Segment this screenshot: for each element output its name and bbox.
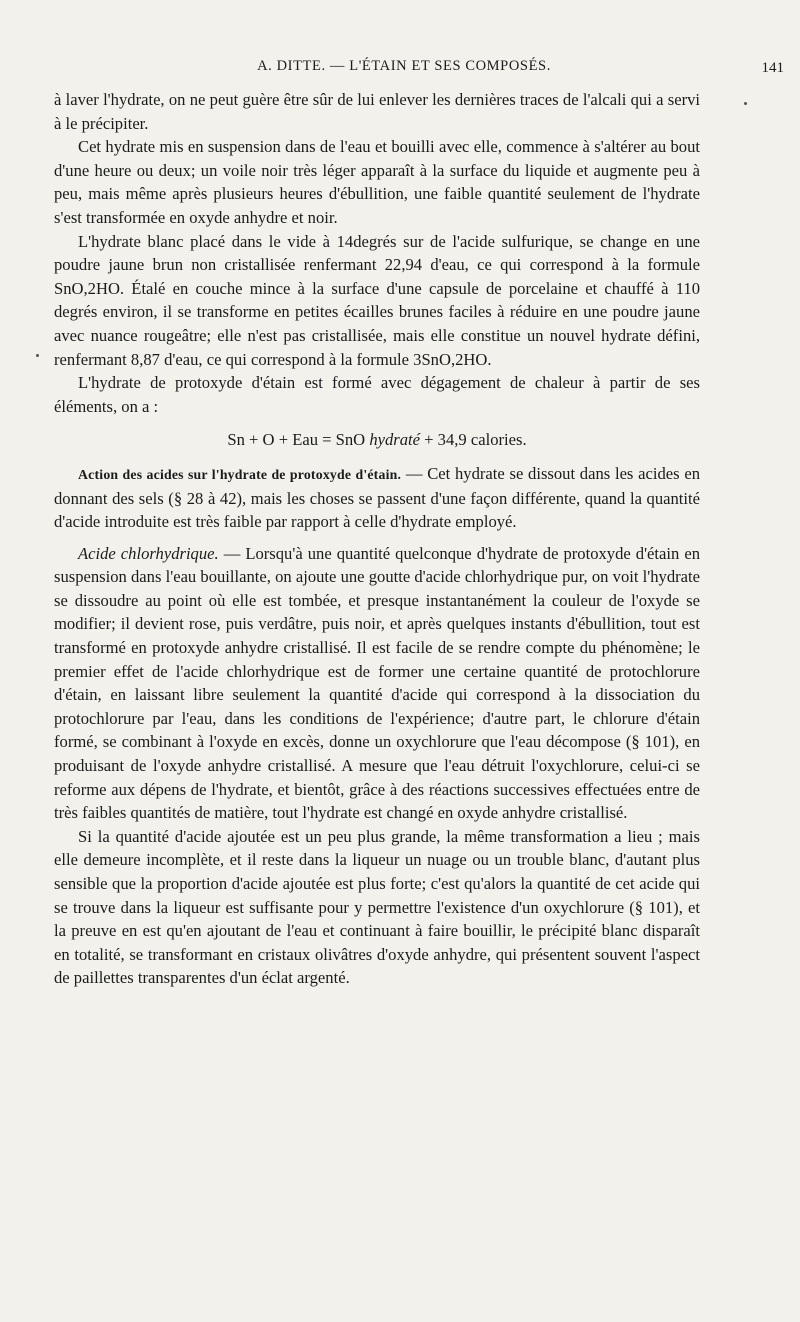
equation-left: Sn + O + Eau = SnO xyxy=(227,430,370,450)
equation-right: + 34,9 calories. xyxy=(420,430,527,450)
section-dash: — xyxy=(401,463,428,483)
page-number: 141 xyxy=(761,60,784,76)
scan-speck xyxy=(744,102,747,105)
section-heading: Action des acides sur l'hydrate de protoxyde d'étain. xyxy=(78,466,402,482)
subsection-heading: Acide chlorhydrique. xyxy=(78,543,219,563)
page-body xyxy=(54,88,700,990)
subsection-text: Lorsqu'à une quantité quelconque d'hydrate de protoxyde d'étain en suspension dans l'eau bouillante, on ajoute une goutte d'acide chlorhydrique pur, on voit l'hydrate se dissoudre au point où elle est tombée, et presque instantanément la couleur de l'oxyde se modifier; il devient rose, puis verdâtre, puis noir, et après quelques instants d'ébullition, tout est transformé en protoxyde anhydre cristallisé. Il est facile de se rendre compte du phénomène; le premier effet de l'acide chlorhydrique est de former une certaine quantité de protochlorure d'étain, en laissant libre seulement la quantité d'acide qui correspond à la dissociation du protochlorure par l'eau, dans les conditions de l'expérience; d'autre part, le chlorure d'étain formé, se combinant à l'oxyde en excès, donne un oxychlorure que l'eau décompose (§ 101), en produisant de l'oxyde anhydre cristallisé. A mesure que l'eau détruit l'oxychlorure, celui-ci se reforme aux dépens de l'hydrate, et bientôt, grâce à des réactions successives effectuées entre de très faibles quantités de matière, tout l'hydrate est changé en oxyde anhydre cristallisé. xyxy=(54,543,700,823)
subsection-dash: — xyxy=(218,543,246,563)
scan-speck xyxy=(36,354,39,357)
paragraph-greater-quantity: Si la quantité d'acide ajoutée est un peu plus grande, la même transformation a lieu ; mais elle demeure incomplète, et il reste dans la liqueur un nuage ou un trouble blanc, d'autant plus sensible que la proportion d'acide ajoutée est plus forte; c'est qu'alors la quantité de cet acide qui se trouve dans la liqueur est suffisante pour y permettre l'existence d'un oxychlorure (§ 101), et la preuve en est qu'en ajoutant de l'eau et continuant à faire bouillir, le précipité blanc disparaît en totalité, se transformant en cristaux olivâtres d'oxyde anhydre, qui présentent souvent l'aspect de paillettes transparentes d'un éclat argenté. xyxy=(54,826,700,988)
page-header xyxy=(54,58,784,80)
equation-italic: hydraté xyxy=(369,430,421,450)
spacer xyxy=(54,534,700,542)
paragraph-vacuum-drying: L'hydrate blanc placé dans le vide à 14degrés sur de l'acide sulfurique, se change en une poudre jaune brun non cristallisée renfermant 22,94 d'eau, ce qui correspond à la formule SnO,2HO. Étalé en couche mince à la surface d'une capsule de porcelaine et chauffé à 110 degrés environ, il se transforme en petites écailles brunes faciles à réduire en une poudre jaune avec nuance rougeâtre; elle n'est pas cristallisée, mais elle constitue un nouvel hydrate défini, renfermant 8,87 d'eau, ce qui correspond à la formule 3SnO,2HO. xyxy=(54,231,700,369)
paragraph-acid-action xyxy=(54,462,700,534)
paragraph-boiling: Cet hydrate mis en suspension dans de l'eau et bouilli avec elle, commence à s'altérer au bout d'une heure ou deux; un voile noir très léger apparaît à la surface du liquide et augmente peu à peu, mais même après plusieurs heures d'ébullition, une faible quantité seulement de l'hydrate s'est transformée en oxyde anhydre et noir. xyxy=(54,137,700,227)
section-text: Cet hydrate se dissout dans les acides en donnant des sels (§ 28 à 42), mais les choses se passent d'une façon différente, quand la quantité d'acide introduite est très faible par rapport à celle d'hydrate employé. xyxy=(54,463,700,532)
paragraph-formation-heat: L'hydrate de protoxyde d'étain est formé avec dégagement de chaleur à partir de ses éléments, on a : xyxy=(54,373,700,416)
paragraph-hydrochloric-acid xyxy=(54,542,700,825)
paragraph-continuation: à laver l'hydrate, on ne peut guère être sûr de lui enlever les dernières traces de l'alcali qui a servi à le précipiter. xyxy=(54,90,700,133)
thermochemical-equation xyxy=(54,428,700,452)
running-head: A. DITTE. — L'ÉTAIN ET SES COMPOSÉS. xyxy=(257,58,551,74)
